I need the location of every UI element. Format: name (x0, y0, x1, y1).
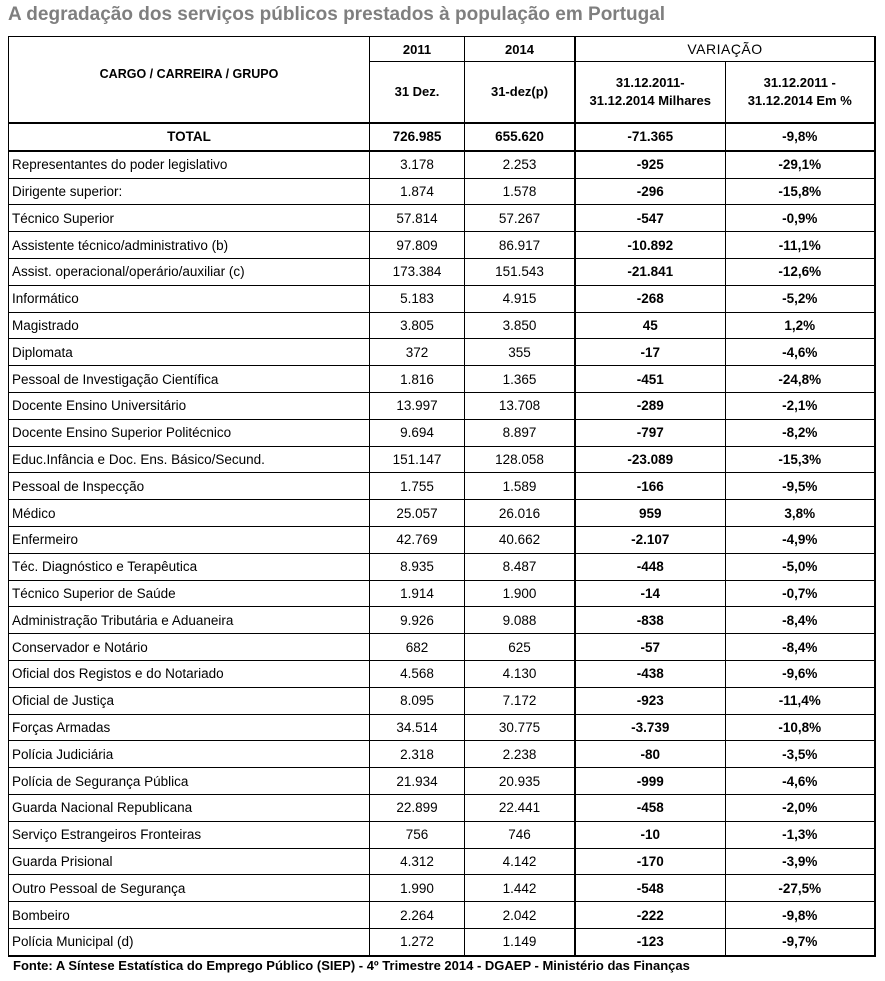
cell-2011: 9.694 (370, 419, 465, 446)
header-year-2011: 2011 (370, 37, 465, 62)
cell-var: -14 (575, 580, 725, 607)
header-date-2011: 31 Dez. (370, 62, 465, 124)
source-footer: Fonte: A Síntese Estatística do Emprego Público (SIEP) - 4º Trimestre 2014 - DGAEP - Ministério das Finanças (13, 958, 690, 973)
cell-2014: 2.042 (465, 902, 576, 929)
cell-2014: 40.662 (465, 526, 576, 553)
table-row (9, 848, 876, 875)
cell-2011: 4.312 (370, 848, 465, 875)
cell-2014: 2.253 (465, 151, 576, 178)
table-row (9, 768, 876, 795)
table-row (9, 232, 876, 259)
cell-name: Docente Ensino Superior Politécnico (9, 419, 370, 446)
cell-2014: 151.543 (465, 258, 576, 285)
cell-2014: 1.365 (465, 366, 576, 393)
cell-2011: 1.990 (370, 875, 465, 902)
cell-var: 45 (575, 312, 725, 339)
cell-name: Diplomata (9, 339, 370, 366)
cell-2014: 746 (465, 821, 576, 848)
cell-name: Dirigente superior: (9, 178, 370, 205)
cell-2011: 1.874 (370, 178, 465, 205)
cell-var: -10.892 (575, 232, 725, 259)
header-variacao: VARIAÇÃO (575, 37, 875, 62)
table-row (9, 821, 876, 848)
cell-2011: 1.816 (370, 366, 465, 393)
cell-pct: -12,6% (725, 258, 875, 285)
table-row (9, 553, 876, 580)
table-row (9, 714, 876, 741)
cell-2014: 57.267 (465, 205, 576, 232)
cell-2014: 1.578 (465, 178, 576, 205)
cell-2011: 22.899 (370, 794, 465, 821)
cell-pct: -5,2% (725, 285, 875, 312)
header-var-milhares (575, 62, 725, 124)
cell-var: -3.739 (575, 714, 725, 741)
cell-name: Polícia Municipal (d) (9, 928, 370, 955)
cell-pct: -2,0% (725, 794, 875, 821)
cell-2011: 2.318 (370, 741, 465, 768)
cell-2014: 26.016 (465, 500, 576, 527)
table-row (9, 687, 876, 714)
header-var-pct (725, 62, 875, 124)
cell-var: -547 (575, 205, 725, 232)
cell-var: -21.841 (575, 258, 725, 285)
cell-var: -170 (575, 848, 725, 875)
table-row (9, 258, 876, 285)
cell-2014: 20.935 (465, 768, 576, 795)
cell-2014: 7.172 (465, 687, 576, 714)
table-row (9, 634, 876, 661)
table-row (9, 526, 876, 553)
cell-2011: 1.914 (370, 580, 465, 607)
cell-var: -451 (575, 366, 725, 393)
cell-2014: 13.708 (465, 392, 576, 419)
cell-name: Pessoal de Inspecção (9, 473, 370, 500)
table-row (9, 392, 876, 419)
cell-name: Assist. operacional/operário/auxiliar (c) (9, 258, 370, 285)
cell-pct: -8,4% (725, 607, 875, 634)
cell-var: -289 (575, 392, 725, 419)
cell-pct: -15,3% (725, 446, 875, 473)
cell-var: -71.365 (575, 123, 725, 151)
cell-var: -797 (575, 419, 725, 446)
cell-var: -57 (575, 634, 725, 661)
cell-name: Forças Armadas (9, 714, 370, 741)
cell-2014: 30.775 (465, 714, 576, 741)
cell-var: -17 (575, 339, 725, 366)
table-row (9, 312, 876, 339)
cell-var: -923 (575, 687, 725, 714)
cell-2011: 151.147 (370, 446, 465, 473)
cell-2014: 1.442 (465, 875, 576, 902)
cell-pct: -8,2% (725, 419, 875, 446)
cell-pct: -24,8% (725, 366, 875, 393)
table-row (9, 151, 876, 178)
cell-name: Administração Tributária e Aduaneira (9, 607, 370, 634)
table-row-total (9, 123, 876, 151)
cell-2011: 4.568 (370, 660, 465, 687)
table-row (9, 660, 876, 687)
employment-table (8, 36, 876, 957)
table-row (9, 500, 876, 527)
cell-name: Técnico Superior (9, 205, 370, 232)
cell-2014: 3.850 (465, 312, 576, 339)
cell-var: -10 (575, 821, 725, 848)
cell-pct: -9,8% (725, 123, 875, 151)
cell-name: Docente Ensino Universitário (9, 392, 370, 419)
cell-2011: 21.934 (370, 768, 465, 795)
document-title: A degradação dos serviços públicos prestados à população em Portugal (8, 4, 666, 25)
cell-name: TOTAL (9, 123, 370, 151)
cell-name: Técnico Superior de Saúde (9, 580, 370, 607)
cell-name: Serviço Estrangeiros Fronteiras (9, 821, 370, 848)
cell-var: -222 (575, 902, 725, 929)
cell-2011: 726.985 (370, 123, 465, 151)
cell-name: Guarda Prisional (9, 848, 370, 875)
cell-2011: 9.926 (370, 607, 465, 634)
cell-2014: 8.487 (465, 553, 576, 580)
table-row (9, 205, 876, 232)
cell-pct: -27,5% (725, 875, 875, 902)
cell-2011: 25.057 (370, 500, 465, 527)
cell-name: Pessoal de Investigação Científica (9, 366, 370, 393)
cell-var: 959 (575, 500, 725, 527)
cell-2011: 42.769 (370, 526, 465, 553)
cell-name: Guarda Nacional Republicana (9, 794, 370, 821)
header-year-2014: 2014 (465, 37, 576, 62)
header-var-pct-line2: 31.12.2014 Em % (747, 93, 852, 108)
cell-var: -448 (575, 553, 725, 580)
cell-var: -925 (575, 151, 725, 178)
cell-pct: -4,6% (725, 339, 875, 366)
cell-2014: 1.149 (465, 928, 576, 955)
cell-pct: -9,7% (725, 928, 875, 955)
cell-2011: 34.514 (370, 714, 465, 741)
table-row (9, 419, 876, 446)
table-row (9, 607, 876, 634)
cell-name: Outro Pessoal de Segurança (9, 875, 370, 902)
cell-pct: -9,8% (725, 902, 875, 929)
cell-var: -166 (575, 473, 725, 500)
cell-2014: 355 (465, 339, 576, 366)
cell-2011: 13.997 (370, 392, 465, 419)
cell-2014: 22.441 (465, 794, 576, 821)
cell-pct: -2,1% (725, 392, 875, 419)
cell-name: Bombeiro (9, 902, 370, 929)
header-date-2014: 31-dez(p) (465, 62, 576, 124)
table-row (9, 178, 876, 205)
cell-var: -23.089 (575, 446, 725, 473)
header-var-milhares-line1: 31.12.2011- (615, 75, 685, 90)
cell-name: Polícia de Segurança Pública (9, 768, 370, 795)
cell-2011: 97.809 (370, 232, 465, 259)
cell-2011: 2.264 (370, 902, 465, 929)
cell-name: Informático (9, 285, 370, 312)
cell-var: -838 (575, 607, 725, 634)
cell-pct: -3,5% (725, 741, 875, 768)
table-row (9, 473, 876, 500)
cell-2014: 4.915 (465, 285, 576, 312)
cell-2011: 3.178 (370, 151, 465, 178)
table-row (9, 928, 876, 955)
cell-name: Assistente técnico/administrativo (b) (9, 232, 370, 259)
table-row (9, 741, 876, 768)
cell-2011: 3.805 (370, 312, 465, 339)
cell-pct: -0,7% (725, 580, 875, 607)
cell-name: Polícia Judiciária (9, 741, 370, 768)
cell-2011: 1.272 (370, 928, 465, 955)
cell-var: -268 (575, 285, 725, 312)
cell-2011: 682 (370, 634, 465, 661)
cell-pct: -29,1% (725, 151, 875, 178)
cell-pct: -4,9% (725, 526, 875, 553)
cell-var: -296 (575, 178, 725, 205)
cell-2014: 128.058 (465, 446, 576, 473)
table-row (9, 285, 876, 312)
cell-2011: 8.095 (370, 687, 465, 714)
cell-pct: -9,6% (725, 660, 875, 687)
cell-var: -999 (575, 768, 725, 795)
cell-2011: 8.935 (370, 553, 465, 580)
cell-pct: -3,9% (725, 848, 875, 875)
cell-pct: -4,6% (725, 768, 875, 795)
cell-pct: -11,4% (725, 687, 875, 714)
cell-2014: 4.142 (465, 848, 576, 875)
cell-2011: 1.755 (370, 473, 465, 500)
cell-name: Educ.Infância e Doc. Ens. Básico/Secund. (9, 446, 370, 473)
table-row (9, 580, 876, 607)
cell-pct: -0,9% (725, 205, 875, 232)
cell-name: Téc. Diagnóstico e Terapêutica (9, 553, 370, 580)
cell-pct: 3,8% (725, 500, 875, 527)
cell-var: -438 (575, 660, 725, 687)
cell-name: Magistrado (9, 312, 370, 339)
cell-2014: 1.900 (465, 580, 576, 607)
cell-2014: 625 (465, 634, 576, 661)
cell-name: Oficial de Justiça (9, 687, 370, 714)
table-row (9, 875, 876, 902)
cell-2011: 5.183 (370, 285, 465, 312)
cell-var: -458 (575, 794, 725, 821)
cell-var: -123 (575, 928, 725, 955)
cell-pct: -11,1% (725, 232, 875, 259)
cell-2011: 57.814 (370, 205, 465, 232)
cell-2014: 4.130 (465, 660, 576, 687)
cell-name: Oficial dos Registos e do Notariado (9, 660, 370, 687)
cell-name: Enfermeiro (9, 526, 370, 553)
cell-2014: 2.238 (465, 741, 576, 768)
cell-name: Médico (9, 500, 370, 527)
cell-name: Representantes do poder legislativo (9, 151, 370, 178)
cell-2014: 86.917 (465, 232, 576, 259)
cell-2011: 173.384 (370, 258, 465, 285)
cell-var: -548 (575, 875, 725, 902)
cell-2011: 756 (370, 821, 465, 848)
table-row (9, 902, 876, 929)
cell-2011: 372 (370, 339, 465, 366)
header-cargo: CARGO / CARREIRA / GRUPO (9, 37, 370, 124)
cell-pct: -1,3% (725, 821, 875, 848)
cell-2014: 9.088 (465, 607, 576, 634)
cell-var: -2.107 (575, 526, 725, 553)
table-row (9, 794, 876, 821)
cell-pct: -8,4% (725, 634, 875, 661)
table-row (9, 339, 876, 366)
table-row (9, 446, 876, 473)
cell-2014: 1.589 (465, 473, 576, 500)
header-var-pct-line1: 31.12.2011 - (763, 75, 836, 90)
header-var-milhares-line2: 31.12.2014 Milhares (589, 93, 711, 108)
cell-2014: 655.620 (465, 123, 576, 151)
cell-var: -80 (575, 741, 725, 768)
cell-pct: -10,8% (725, 714, 875, 741)
cell-pct: -15,8% (725, 178, 875, 205)
cell-pct: -9,5% (725, 473, 875, 500)
cell-2014: 8.897 (465, 419, 576, 446)
table-row (9, 366, 876, 393)
cell-name: Conservador e Notário (9, 634, 370, 661)
cell-pct: 1,2% (725, 312, 875, 339)
cell-pct: -5,0% (725, 553, 875, 580)
